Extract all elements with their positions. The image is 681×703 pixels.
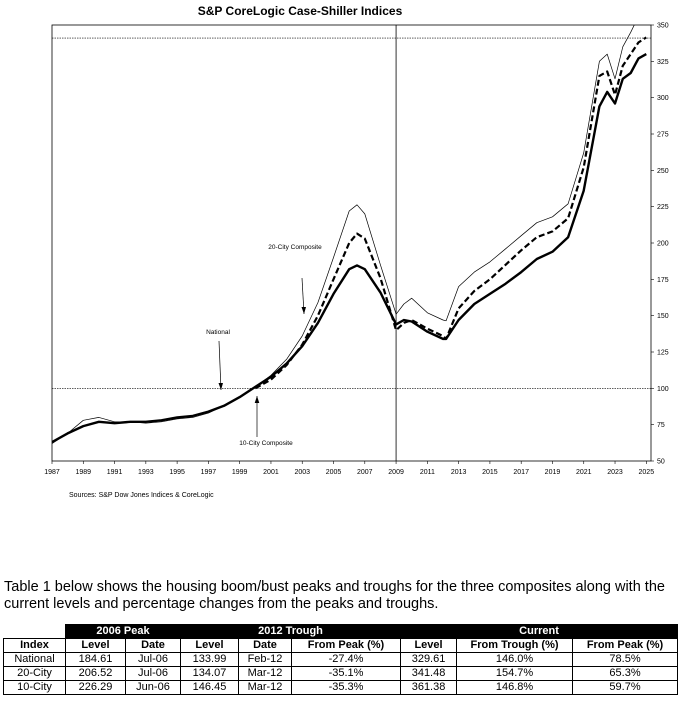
column-header: Date [239,639,292,653]
column-header: Date [126,639,181,653]
y-tick-label: 125 [657,349,669,357]
x-tick-label: 1993 [138,469,154,476]
x-tick-label: 2025 [638,469,655,476]
y-tick-label: 300 [657,95,669,103]
table-row [4,667,678,681]
table-row [4,653,678,667]
x-axis [44,461,654,476]
x-tick-label: 1991 [106,469,123,476]
table-cell: 146.45 [181,681,239,695]
table-cell: 154.7% [457,667,573,681]
series-lines [52,8,646,443]
column-header: Level [181,639,239,653]
summary-table [3,624,678,695]
table-cell: Mar-12 [239,667,292,681]
x-tick-label: 2023 [607,469,623,476]
x-tick-label: 1999 [231,469,248,476]
y-tick-label: 350 [657,22,669,30]
y-tick-label: 75 [657,422,665,430]
table-cell: Jul-06 [126,653,181,667]
y-tick-label: 325 [657,58,669,66]
table-cell: -27.4% [292,653,401,667]
x-tick-label: 2007 [357,469,373,476]
series-line-20-city-composite [255,37,646,388]
column-header: From Peak (%) [573,639,678,653]
column-header: From Peak (%) [292,639,401,653]
table-cell: 146.8% [457,681,573,695]
group-2012-trough: 2012 Trough [181,625,401,639]
table-column-header-row [4,639,678,653]
y-tick-label: 150 [657,313,669,321]
x-tick-label: 1997 [200,469,217,476]
annotation-20-city: 20-City Composite [268,244,322,251]
table-body [4,653,678,695]
x-tick-label: 2017 [513,469,529,476]
x-tick-label: 2019 [544,469,561,476]
column-header: Level [66,639,126,653]
group-current: Current [401,625,678,639]
table-cell: 226.29 [66,681,126,695]
table-cell: -35.3% [292,681,401,695]
source-note: Sources: S&P Dow Jones Indices & CoreLogic [69,492,214,499]
y-tick-label: 50 [657,458,665,466]
table-cell: 184.61 [66,653,126,667]
y-tick-label: 100 [657,385,669,393]
table-cell: 146.0% [457,653,573,667]
chart-title: S&P CoreLogic Case-Shiller Indices [197,4,403,18]
table-cell: 133.99 [181,653,239,667]
x-tick-label: 2005 [325,469,342,476]
table-cell: Mar-12 [239,681,292,695]
column-header: Level [401,639,457,653]
y-tick-label: 200 [657,240,669,248]
table-cell: 206.52 [66,667,126,681]
table-cell: 10-City [4,681,66,695]
table-cell: Jun-06 [126,681,181,695]
x-tick-label: 2021 [575,469,592,476]
table-cell: Jul-06 [126,667,181,681]
annotation-10-city: 10-City Composite [239,440,293,447]
x-tick-label: 1989 [75,469,92,476]
table-cell: 361.38 [401,681,457,695]
annotations [206,244,322,447]
annotation-national: National [206,329,230,336]
x-tick-label: 2003 [294,469,311,476]
x-tick-label: 1995 [169,469,185,476]
series-line-national [52,54,646,442]
table-cell: 78.5% [573,653,678,667]
table-group-header-row [4,625,678,639]
y-tick-label: 275 [657,131,669,139]
series-line-10-city-composite [52,8,646,443]
column-header: Index [4,639,66,653]
intro-paragraph: Table 1 below shows the housing boom/bust peaks and troughs for the three composites along with the current levels and percentage changes from the peaks and troughs. [4,579,665,612]
x-tick-label: 1987 [44,469,60,476]
y-tick-label: 175 [657,276,669,284]
table-cell: -35.1% [292,667,401,681]
column-header: From Trough (%) [457,639,573,653]
table-cell: 65.3% [573,667,678,681]
table-cell: 329.61 [401,653,457,667]
x-tick-label: 2001 [263,469,279,476]
x-tick-label: 2009 [388,469,404,476]
table-cell: National [4,653,66,667]
table-row [4,681,678,695]
x-tick-label: 2015 [482,469,498,476]
y-tick-label: 225 [657,204,669,212]
x-tick-label: 2013 [450,469,467,476]
y-axis [651,23,669,466]
table-cell: 59.7% [573,681,678,695]
table-cell: 20-City [4,667,66,681]
x-tick-label: 2011 [419,469,435,476]
table-cell: Feb-12 [239,653,292,667]
table-cell: 341.48 [401,667,457,681]
group-2006-peak: 2006 Peak [66,625,181,639]
y-tick-label: 250 [657,167,669,175]
table-cell: 134.07 [181,667,239,681]
